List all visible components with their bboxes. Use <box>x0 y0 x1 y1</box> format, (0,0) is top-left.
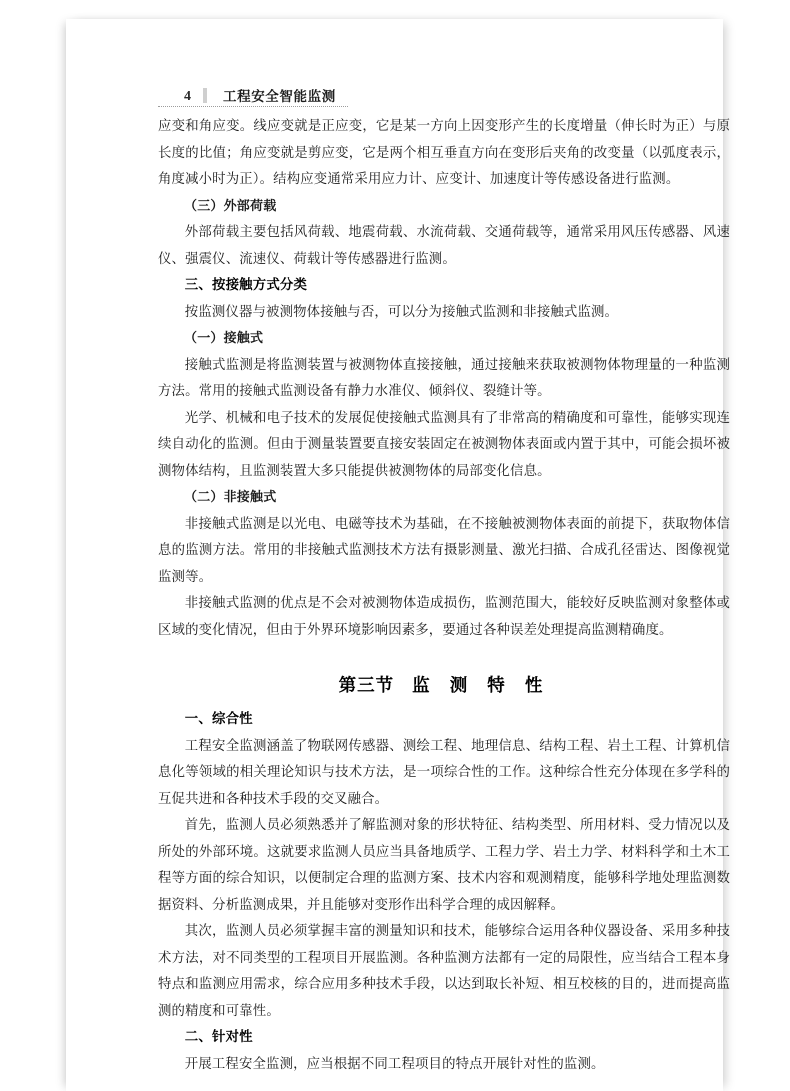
paragraph: 光学、机械和电子技术的发展促使接触式监测具有了非常高的精确度和可靠性，能够实现连续自动化的监测。但由于测量装置要直接安装固定在被测物体表面或内置于其中，可能会损坏被测物体结构，且监测装置大多只能提供被测物体的局部变化信息。 <box>158 410 730 479</box>
section-name: 监 测 特 性 <box>412 676 550 696</box>
subsection-label: （二）非接触式 <box>184 490 277 505</box>
folio-divider <box>203 88 207 103</box>
subsection-heading: 一、综合性 <box>184 712 253 727</box>
page-content-area <box>158 38 758 1072</box>
subsection-heading: 三、按接触方式分类 <box>184 278 308 293</box>
section-number: 第三节 <box>338 676 395 696</box>
subsection-label: （一）接触式 <box>184 331 264 346</box>
running-head-rule <box>158 106 348 107</box>
subsection-heading: 二、针对性 <box>184 1030 253 1045</box>
section-title <box>158 644 730 707</box>
paragraph: 接触式监测是将监测装置与被测物体直接接触，通过接触来获取被测物体物理量的一种监测方法。常用的接触式监测设备有静力水准仪、倾斜仪、裂缝计等。 <box>158 357 730 399</box>
book-title: 工程安全智能监测 <box>223 88 336 105</box>
page-number: 4 <box>184 89 191 104</box>
paragraph: 外部荷载主要包括风荷载、地震荷载、水流荷载、交通荷载等，通常采用风压传感器、风速仪、强震仪、流速仪、荷载计等传感器进行监测。 <box>158 225 730 267</box>
paragraph: 非接触式监测是以光电、电磁等技术为基础，在不接触被测物体表面的前提下，获取物体信息的监测方法。常用的非接触式监测技术方法有摄影测量、激光扫描、合成孔径雷达、图像视觉监测等。 <box>158 516 730 585</box>
paragraph: 应变和角应变。线应变就是正应变，它是某一方向上因变形产生的长度增量（伸长时为正）与原长度的比值；角应变就是剪应变，它是两个相互垂直方向在变形后夹角的改变量（以弧度表示，角度减小时为正）。结构应变通常采用应力计、应变计、加速度计等传感设备进行监测。 <box>158 119 730 187</box>
paragraph: 非接触式监测的优点是不会对被测物体造成损伤，监测范围大，能较好反映监测对象整体或区域的变化情况，但由于外界环境影响因素多，要通过各种误差处理提高监测精确度。 <box>158 596 730 638</box>
paragraph: 其次，监测人员必须掌握丰富的测量知识和技术，能够综合运用各种仪器设备、采用多种技术方法，对不同类型的工程项目开展监测。各种监测方法都有一定的局限性，应当结合工程本身特点和监测应用需求，综合应用多种技术手段，以达到取长补短、相互校核的目的，进而提高监测的精度和可靠性。 <box>158 924 730 1019</box>
running-head <box>158 78 758 108</box>
paragraph: 首先，监测人员必须熟悉并了解监测对象的形状特征、结构类型、所用材料、受力情况以及所处的外部环境。这就要求监测人员应当具备地质学、工程力学、岩土力学、材料科学和土木工程等方面的综合知识，以便制定合理的监测方案、技术内容和观测精度，能够科学地处理监测数据资料、分析监测成果，并且能够对变形作出科学合理的成因解释。 <box>158 818 730 913</box>
body-text-block-1 <box>158 114 730 1078</box>
paragraph: 开展工程安全监测，应当根据不同工程项目的特点开展针对性的监测。 <box>184 1056 605 1072</box>
page-sheet <box>66 19 730 1091</box>
subsection-label: （三）外部荷载 <box>184 198 277 214</box>
paragraph: 按监测仪器与被测物体接触与否，可以分为接触式监测和非接触式监测。 <box>184 304 619 320</box>
paragraph: 工程安全监测涵盖了物联网传感器、测绘工程、地理信息、结构工程、岩土工程、计算机信息化等领域的相关理论知识与技术方法，是一项综合性的工作。这种综合性充分体现在多学科的互促共进和各种技术手段的交叉融合。 <box>158 738 730 807</box>
